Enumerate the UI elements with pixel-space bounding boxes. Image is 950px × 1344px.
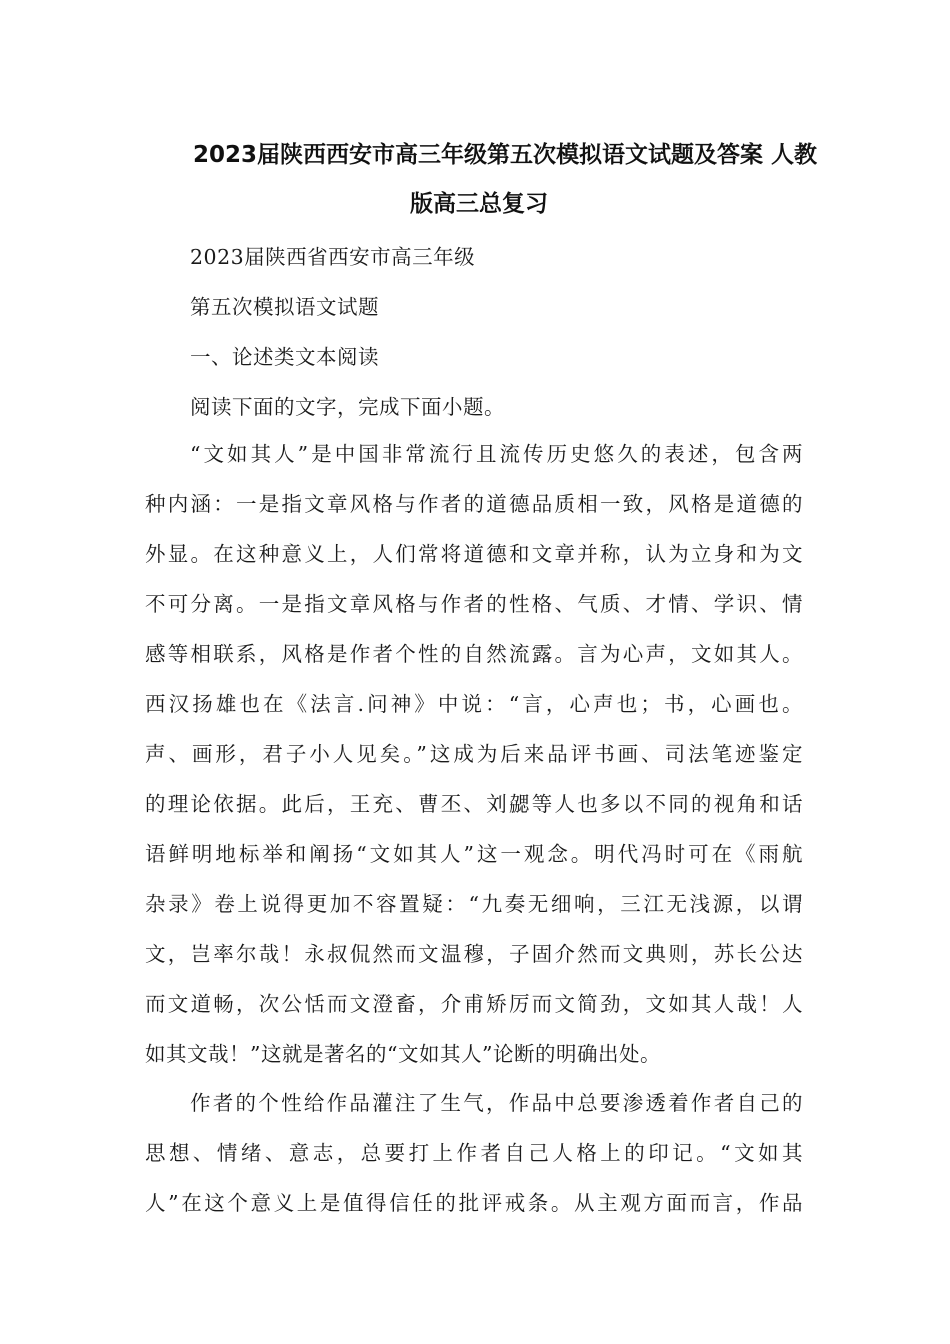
paragraph2-line: 思想、情绪、意志，总要打上作者自己人格上的印记。“文如其: [145, 1141, 803, 1165]
paragraph1-line: 西汉扬雄也在《法言.问神》中说：“言，心声也；书，心画也。: [145, 692, 803, 716]
document-title-line-2: 版高三总复习: [410, 191, 548, 217]
paragraph1-line: 文，岂率尔哉！永叔侃然而文温穆，子固介然而文典则，苏长公达: [145, 942, 803, 966]
exam-year-line: 2023届陕西省西安市高三年级: [190, 245, 476, 269]
paragraph1-line: 杂录》卷上说得更加不容置疑：“九奏无细响，三江无浅源，以谓: [145, 892, 803, 916]
paragraph1-line: 如其文哉！”这就是著名的“文如其人”论断的明确出处。: [145, 1042, 661, 1066]
paragraph1-line: 语鲜明地标举和阐扬“文如其人”这一观念。明代冯时可在《雨航: [145, 842, 803, 866]
section-heading: 一、论述类文本阅读: [190, 345, 379, 369]
paragraph1-line: 声、画形，君子小人见矣。”这成为后来品评书画、司法笔迹鉴定: [145, 742, 803, 766]
exam-name-line: 第五次模拟语文试题: [190, 295, 379, 319]
paragraph2-line: 作者的个性给作品灌注了生气，作品中总要渗透着作者自己的: [190, 1091, 803, 1115]
document-title-line-1: 2023届陕西西安市高三年级第五次模拟语文试题及答案 人教: [193, 142, 818, 168]
paragraph1-line: “文如其人”是中国非常流行且流传历史悠久的表述，包含两: [190, 442, 803, 466]
paragraph1-line: 感等相联系，风格是作者个性的自然流露。言为心声，文如其人。: [145, 642, 803, 666]
paragraph1-line: 外显。在这种意义上，人们常将道德和文章并称，认为立身和为文: [145, 542, 803, 566]
paragraph1-line: 不可分离。一是指文章风格与作者的性格、气质、才情、学识、情: [145, 592, 803, 616]
paragraph1-line: 种内涵：一是指文章风格与作者的道德品质相一致，风格是道德的: [145, 492, 803, 516]
paragraph2-line: 人”在这个意义上是值得信任的批评戒条。从主观方面而言，作品: [145, 1191, 803, 1215]
paragraph1-line: 的理论依据。此后，王充、曹丕、刘勰等人也多以不同的视角和话: [145, 792, 803, 816]
paragraph1-line: 而文道畅，次公恬而文澄畜，介甫矫厉而文简劲，文如其人哉！人: [145, 992, 803, 1016]
instruction-line: 阅读下面的文字，完成下面小题。: [190, 395, 505, 419]
